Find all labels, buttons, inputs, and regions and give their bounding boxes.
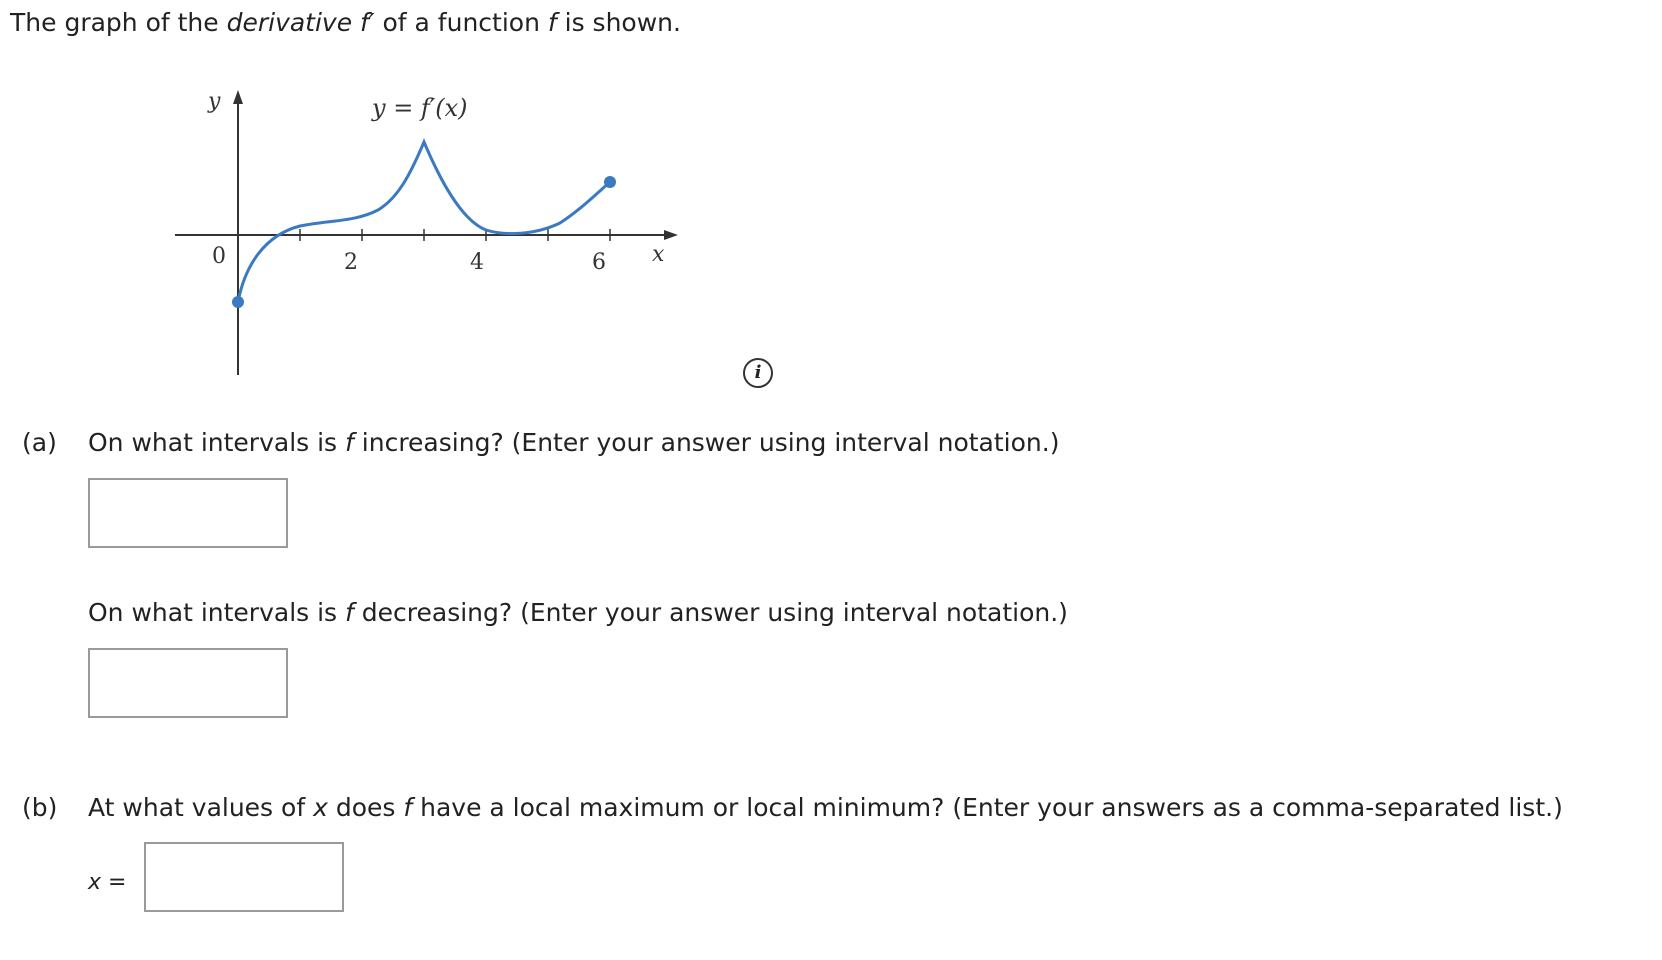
intro-fprime: f′: [352, 8, 375, 37]
q-var-f: f: [345, 598, 354, 627]
y-axis-arrow: [233, 90, 243, 104]
q-var-f: f: [403, 793, 413, 822]
q-var-f: f: [345, 428, 354, 457]
q-text: increasing? (Enter your answer using interval notation.): [353, 428, 1060, 457]
part-b-label: (b): [22, 793, 58, 822]
q-var-x: x: [313, 793, 328, 822]
curve-start-point: [232, 296, 244, 308]
q-text: On what intervals is: [88, 598, 346, 627]
tick-label-4: 4: [470, 250, 484, 275]
x-var: x: [88, 870, 102, 895]
extrema-x-values-input[interactable]: [144, 842, 344, 912]
x-axis-label: x: [652, 242, 665, 267]
x-equals-label: [88, 870, 126, 895]
part-b-question: [88, 793, 1563, 822]
q-text: does: [327, 793, 404, 822]
intro-f: f: [547, 8, 557, 37]
x-axis-arrow: [664, 230, 678, 240]
tick-label-0: 0: [212, 244, 226, 269]
part-a-label: (a): [22, 428, 57, 457]
tick-label-2: 2: [344, 250, 358, 275]
curve-end-point: [604, 176, 616, 188]
derivative-curve: [238, 142, 610, 302]
q-text: On what intervals is: [88, 428, 346, 457]
problem-intro: [10, 8, 681, 37]
part-a-question-increasing: [88, 428, 1059, 457]
part-a-question-decreasing: [88, 598, 1068, 627]
y-axis-label: y: [208, 89, 221, 114]
intro-text-3: is shown.: [556, 8, 681, 37]
increasing-intervals-input[interactable]: [88, 478, 288, 548]
equals-sign: =: [101, 870, 127, 895]
tick-label-6: 6: [592, 250, 606, 275]
info-icon[interactable]: i: [743, 358, 773, 388]
q-text: At what values of: [88, 793, 314, 822]
intro-text-2: of a function: [374, 8, 548, 37]
decreasing-intervals-input[interactable]: [88, 648, 288, 718]
derivative-graph: [160, 80, 720, 380]
q-text: have a local maximum or local minimum? (Enter your answers as a comma-separated list.): [412, 793, 1563, 822]
intro-derivative: derivative: [226, 8, 353, 37]
intro-text-1: The graph of the: [10, 8, 227, 37]
curve-label: y = f′(x): [372, 94, 468, 122]
q-text: decreasing? (Enter your answer using interval notation.): [353, 598, 1068, 627]
